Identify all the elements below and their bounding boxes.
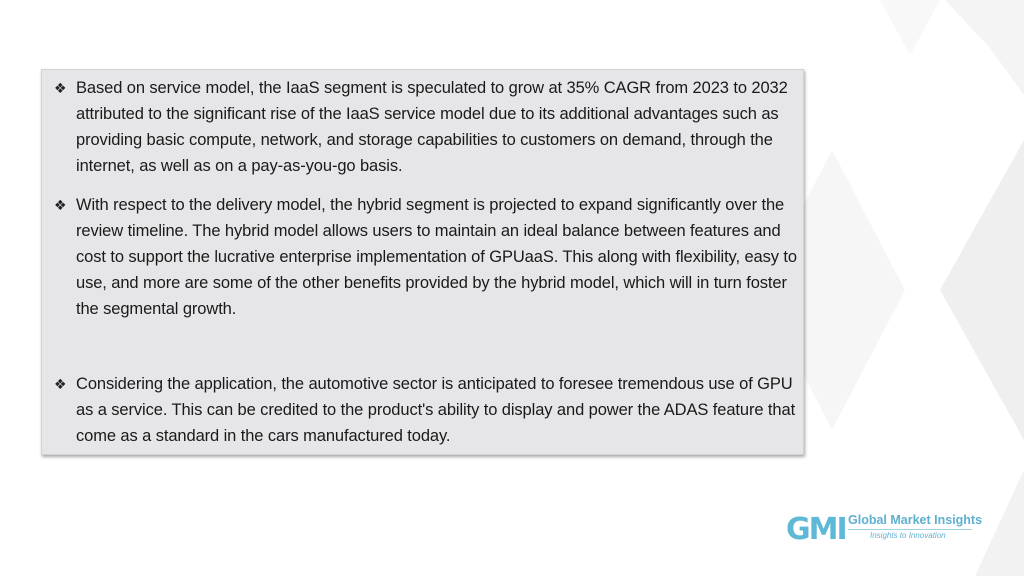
diamond-bullet-icon: ❖ [54,197,67,213]
logo-divider [848,529,972,530]
bullet-text: Considering the application, the automotive sector is anticipated to foresee tremendous use of GPU as a service. This can be credited to the product's ability to display and power the ADAS feature that come as a standard in the cars manufactured today. [76,375,796,445]
logo-name: Global Market Insights [848,513,983,527]
diamond-bullet-icon: ❖ [54,376,67,392]
logo-tagline: Insights to Innovation [870,531,946,540]
bullet-text: Based on service model, the IaaS segment is speculated to grow at 35% CAGR from 2023 to 2032 attributed to the significant rise of the IaaS service model due to its additional advantages such as providing basic compute, network, and storage capabilities to customers on demand, through the internet, as well as on a pay-as-you-go basis. [76,79,788,175]
logo-mark: GMI [786,512,846,547]
bullet-text: With respect to the delivery model, the hybrid segment is projected to expand significantly over the review timeline. The hybrid model allows users to maintain an ideal balance between features and cost to support the lucrative enterprise implementation of GPUaaS. This along with flexibility, easy to use, and more are some of the other benefits provided by the hybrid model, which will in turn foster the segmental growth. [76,196,797,318]
content-box [41,69,804,455]
bullet-item [52,75,797,179]
bullet-item [52,371,797,449]
diamond-bullet-icon: ❖ [54,80,67,96]
bullet-item [52,192,797,322]
company-logo [786,510,986,550]
